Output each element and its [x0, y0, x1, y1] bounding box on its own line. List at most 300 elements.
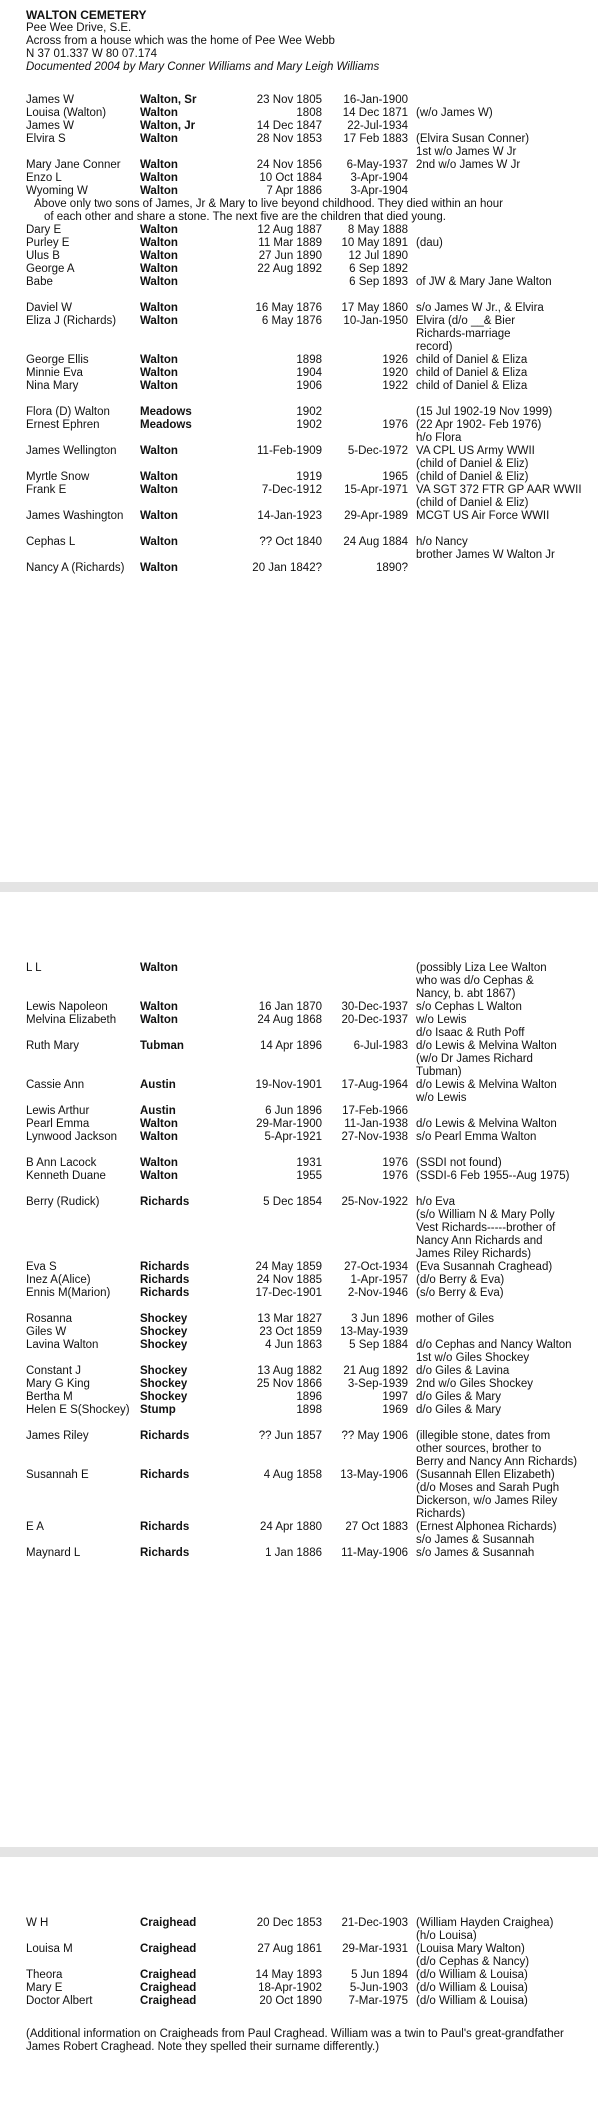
first-name-cell: Mary Jane Conner: [26, 159, 121, 171]
notes-line: of JW & Mary Jane Walton: [416, 276, 552, 288]
surname-cell: Walton: [140, 1157, 178, 1169]
burial-row: [26, 1079, 592, 1105]
death-date-cell: 6 Sep 1893: [349, 276, 408, 288]
birth-date-cell: 1808: [296, 107, 322, 119]
notes-line: record): [416, 341, 453, 353]
birth-date-cell: 4 Jun 1863: [265, 1339, 322, 1351]
burial-row: [26, 367, 592, 380]
surname-cell: Craighead: [140, 1982, 197, 1994]
notes-line: (d/o William & Louisa): [416, 1969, 528, 1981]
notes-line: child of Daniel & Eliza: [416, 367, 528, 379]
first-name-cell: L L: [26, 962, 42, 974]
notes-line: h/o Eva: [416, 1196, 455, 1208]
surname-cell: Walton: [140, 107, 178, 119]
surname-cell: Walton: [140, 354, 178, 366]
notes-line: (Louisa Mary Walton): [416, 1943, 525, 1955]
death-date-cell: 5 Jun 1894: [351, 1969, 408, 1981]
notes-cell: [408, 419, 586, 445]
cemetery-title: WALTON CEMETERY: [26, 8, 147, 22]
surname-cell: Walton: [140, 302, 178, 314]
first-name-cell: James Riley: [26, 1430, 89, 1442]
surname-cell: Richards: [140, 1547, 190, 1559]
birth-date-cell: 13 Aug 1882: [257, 1365, 322, 1377]
birth-date-cell: 10 Oct 1884: [259, 172, 322, 184]
notes-line: James Riley Richards): [416, 1248, 532, 1260]
first-name-cell: Kenneth Duane: [26, 1170, 106, 1182]
surname-cell: Walton: [140, 237, 178, 249]
notes-cell: [408, 1196, 586, 1261]
death-date-cell: 27-Nov-1938: [341, 1131, 408, 1143]
notes-line: (dau): [416, 237, 443, 249]
burial-row: [26, 120, 592, 133]
surname-cell: Walton: [140, 380, 178, 392]
notes-cell: [408, 107, 586, 120]
notes-line: (SSDI not found): [416, 1157, 502, 1169]
death-date-cell: 22-Jul-1934: [347, 120, 408, 132]
birth-date-cell: 1902: [296, 406, 322, 418]
birth-date-cell: 12 Aug 1887: [257, 224, 322, 236]
notes-line: w/o Lewis: [416, 1092, 467, 1104]
death-date-cell: 3-Apr-1904: [350, 185, 408, 197]
burial-row: [26, 536, 592, 562]
burial-row: [26, 1326, 592, 1339]
first-name-cell: Louisa M: [26, 1943, 73, 1955]
birth-date-cell: 1931: [296, 1157, 322, 1169]
birth-date-cell: 1898: [296, 1404, 322, 1416]
notes-cell: [408, 484, 586, 510]
notes-line: (Ernest Alphonea Richards): [416, 1521, 557, 1533]
notes-cell: [408, 133, 586, 159]
surname-cell: Austin: [140, 1105, 176, 1117]
notes-line: h/o Flora: [416, 432, 462, 444]
death-date-cell: 3-Sep-1939: [347, 1378, 408, 1390]
first-name-cell: Dary E: [26, 224, 62, 236]
surname-cell: Craighead: [140, 1917, 197, 1929]
birth-date-cell: 24 Aug 1868: [257, 1014, 322, 1026]
first-name-cell: B Ann Lacock: [26, 1157, 97, 1169]
death-date-cell: 6-May-1937: [346, 159, 408, 171]
notes-cell: [408, 1131, 586, 1144]
death-date-cell: 17 Feb 1883: [343, 133, 408, 145]
birth-date-cell: 17-Dec-1901: [255, 1287, 322, 1299]
first-name-cell: Babe: [26, 276, 53, 288]
burial-table: [26, 1917, 592, 2008]
death-date-cell: 5-Jun-1903: [349, 1982, 408, 1994]
notes-line: Vest Richards-----brother of: [416, 1222, 556, 1234]
death-date-cell: 3-Apr-1904: [350, 172, 408, 184]
notes-cell: [408, 1995, 586, 2008]
first-name-cell: Lewis Arthur: [26, 1105, 90, 1117]
death-date-cell: 1890?: [376, 562, 408, 574]
burial-row: [26, 562, 592, 575]
notes-cell: [408, 367, 586, 380]
notes-cell: [408, 406, 586, 419]
surname-cell: Shockey: [140, 1313, 188, 1325]
notes-line: brother James W Walton Jr: [416, 549, 555, 561]
page-separator: [0, 1847, 598, 1857]
burial-row: [26, 484, 592, 510]
notes-line: 1st w/o Giles Shockey: [416, 1352, 530, 1364]
death-date-cell: 15-Apr-1971: [344, 484, 408, 496]
notes-cell: [408, 1917, 586, 1943]
death-date-cell: 1969: [382, 1404, 408, 1416]
first-name-cell: Elvira S: [26, 133, 66, 145]
first-name-cell: Flora (D) Walton: [26, 406, 110, 418]
birth-date-cell: 20 Jan 1842?: [252, 562, 322, 574]
burial-row: [26, 185, 592, 198]
notes-line: (illegible stone, dates from: [416, 1430, 551, 1442]
burial-row: [26, 471, 592, 484]
birth-date-cell: 1906: [296, 380, 322, 392]
death-date-cell: 21 Aug 1892: [343, 1365, 408, 1377]
notes-line: (h/o Louisa): [416, 1930, 477, 1942]
notes-line: (s/o Berry & Eva): [416, 1287, 504, 1299]
burial-row: [26, 107, 592, 120]
death-date-cell: 14 Dec 1871: [342, 107, 408, 119]
birth-date-cell: 20 Oct 1890: [259, 1995, 322, 2007]
notes-cell: [408, 237, 586, 250]
notes-line: (d/o William & Louisa): [416, 1995, 528, 2007]
death-date-cell: 20-Dec-1937: [341, 1014, 408, 1026]
burial-row: [26, 1040, 592, 1079]
burial-row: [26, 263, 592, 276]
birth-date-cell: 14-Jan-1923: [257, 510, 322, 522]
notes-cell: [408, 276, 586, 289]
burial-row: [26, 510, 592, 523]
surname-cell: Richards: [140, 1287, 190, 1299]
surname-cell: Meadows: [140, 419, 192, 431]
death-date-cell: 7-Mar-1975: [348, 1995, 408, 2007]
notes-line: (d/o William & Louisa): [416, 1982, 528, 1994]
notes-line: (w/o James W): [416, 107, 493, 119]
birth-date-cell: 24 Nov 1885: [256, 1274, 322, 1286]
notes-line: (s/o William N & Mary Polly: [416, 1209, 555, 1221]
surname-cell: Richards: [140, 1469, 190, 1481]
burial-row: [26, 302, 592, 315]
burial-row: [26, 1261, 592, 1274]
note-paragraph-line: of each other and share a stone. The next five are the children that died young.: [44, 211, 446, 223]
document-page-1: [0, 0, 598, 882]
birth-date-cell: 25 Nov 1866: [256, 1378, 322, 1390]
first-name-cell: W H: [26, 1917, 49, 1929]
surname-cell: Walton: [140, 445, 178, 457]
birth-date-cell: 14 May 1893: [255, 1969, 322, 1981]
notes-line: d/o Lewis & Melvina Walton: [416, 1118, 557, 1130]
notes-line: s/o James W Jr., & Elvira: [416, 302, 544, 314]
notes-line: (child of Daniel & Eliz): [416, 471, 529, 483]
surname-cell: Shockey: [140, 1339, 188, 1351]
death-date-cell: 1920: [382, 367, 408, 379]
death-date-cell: 17-Feb-1966: [342, 1105, 408, 1117]
notes-line: s/o James & Susannah: [416, 1547, 535, 1559]
death-date-cell: 17 May 1860: [341, 302, 408, 314]
burial-table: [26, 962, 592, 1560]
notes-cell: [408, 445, 586, 471]
surname-cell: Walton: [140, 962, 178, 974]
notes-cell: [408, 1339, 586, 1365]
birth-date-cell: 5-Apr-1921: [264, 1131, 322, 1143]
notes-line: 1st w/o James W Jr: [416, 146, 517, 158]
first-name-cell: James W: [26, 120, 74, 132]
notes-line: (22 Apr 1902- Feb 1976): [416, 419, 542, 431]
first-name-cell: Nina Mary: [26, 380, 79, 392]
first-name-cell: Cassie Ann: [26, 1079, 85, 1091]
notes-line: (William Hayden Craighea): [416, 1917, 554, 1929]
first-name-cell: Louisa (Walton): [26, 107, 107, 119]
birth-date-cell: 19-Nov-1901: [255, 1079, 322, 1091]
surname-cell: Walton: [140, 263, 178, 275]
notes-cell: [408, 1001, 586, 1014]
first-name-cell: Doctor Albert: [26, 1995, 93, 2007]
death-date-cell: 29-Apr-1989: [344, 510, 408, 522]
notes-line: d/o Giles & Mary: [416, 1391, 501, 1403]
notes-cell: [408, 1014, 586, 1040]
surname-cell: Walton: [140, 1001, 178, 1013]
birth-date-cell: ?? Jun 1857: [258, 1430, 322, 1442]
first-name-cell: Minnie Eva: [26, 367, 83, 379]
first-name-cell: Wyoming W: [26, 185, 88, 197]
notes-line: (possibly Liza Lee Walton: [416, 962, 547, 974]
burial-row: [26, 1339, 592, 1365]
surname-cell: Walton: [140, 510, 178, 522]
burial-row: [26, 962, 592, 1001]
death-date-cell: 13-May-1939: [340, 1326, 408, 1338]
notes-line: d/o Isaac & Ruth Poff: [416, 1027, 525, 1039]
first-name-cell: Nancy A (Richards): [26, 562, 125, 574]
surname-cell: Shockey: [140, 1378, 188, 1390]
group-spacer: [26, 1183, 592, 1196]
notes-cell: [408, 159, 586, 172]
notes-line: Dickerson, w/o James Riley: [416, 1495, 558, 1507]
first-name-cell: Inez A(Alice): [26, 1274, 91, 1286]
death-date-cell: 6 Sep 1892: [349, 263, 408, 275]
notes-line: (d/o Berry & Eva): [416, 1274, 505, 1286]
death-date-cell: 11-May-1906: [341, 1547, 408, 1559]
first-name-cell: Berry (Rudick): [26, 1196, 100, 1208]
surname-cell: Walton: [140, 1118, 178, 1130]
birth-date-cell: 4 Aug 1858: [263, 1469, 322, 1481]
surname-cell: Richards: [140, 1430, 190, 1442]
burial-table: [26, 94, 592, 575]
notes-line: (Elvira Susan Conner): [416, 133, 530, 145]
burial-row: [26, 172, 592, 185]
death-date-cell: 25-Nov-1922: [341, 1196, 408, 1208]
death-date-cell: 1976: [382, 419, 408, 431]
notes-line: Nancy, b. abt 1867): [416, 988, 516, 1000]
burial-row: [26, 1118, 592, 1131]
first-name-cell: Ruth Mary: [26, 1040, 80, 1052]
notes-line: d/o Lewis & Melvina Walton: [416, 1040, 557, 1052]
notes-cell: [408, 1969, 586, 1982]
death-date-cell: 1-Apr-1957: [350, 1274, 408, 1286]
burial-row: [26, 1014, 592, 1040]
closing-note: (Additional information on Craigheads from Paul Craghead. William was a twin to Paul's great-grandfather James Robert Craghead. Note they spelled their surname differently.): [26, 2028, 564, 2053]
notes-line: Richards): [416, 1508, 466, 1520]
death-date-cell: 17-Aug-1964: [341, 1079, 408, 1091]
birth-date-cell: 24 Apr 1880: [259, 1521, 322, 1533]
death-date-cell: 30-Dec-1937: [341, 1001, 408, 1013]
documented-by-line: Documented 2004 by Mary Conner Williams and Mary Leigh Williams: [26, 61, 380, 73]
notes-line: who was d/o Cephas &: [416, 975, 534, 987]
birth-date-cell: 28 Nov 1853: [256, 133, 322, 145]
surname-cell: Walton: [140, 276, 178, 288]
document-page-3: [0, 1857, 598, 2112]
surname-cell: Craighead: [140, 1969, 197, 1981]
first-name-cell: Eliza J (Richards): [26, 315, 117, 327]
page-separator: [0, 882, 598, 892]
group-spacer: [26, 523, 592, 536]
burial-row: [26, 1521, 592, 1547]
death-date-cell: 1976: [382, 1157, 408, 1169]
notes-line: s/o Pearl Emma Walton: [416, 1131, 537, 1143]
notes-line: d/o Giles & Lavina: [416, 1365, 510, 1377]
group-spacer: [26, 393, 592, 406]
first-name-cell: Mary G King: [26, 1378, 90, 1390]
burial-row: [26, 1391, 592, 1404]
group-spacer: [26, 1144, 592, 1157]
first-name-cell: Maynard L: [26, 1547, 81, 1559]
first-name-cell: Theora: [26, 1969, 63, 1981]
notes-line: (SSDI-6 Feb 1955--Aug 1975): [416, 1170, 570, 1182]
burial-row: [26, 276, 592, 289]
notes-line: (child of Daniel & Eliz): [416, 458, 529, 470]
burial-row: [26, 354, 592, 367]
birth-date-cell: 20 Dec 1853: [256, 1917, 322, 1929]
notes-cell: [408, 1261, 586, 1274]
burial-row: [26, 1995, 592, 2008]
notes-line: mother of Giles: [416, 1313, 494, 1325]
first-name-cell: E A: [26, 1521, 44, 1533]
birth-date-cell: 14 Apr 1896: [259, 1040, 322, 1052]
notes-cell: [408, 471, 586, 484]
burial-row: [26, 159, 592, 172]
death-date-cell: 21-Dec-1903: [341, 1917, 408, 1929]
first-name-cell: Daviel W: [26, 302, 73, 314]
death-date-cell: 13-May-1906: [340, 1469, 408, 1481]
birth-date-cell: 7 Apr 1886: [266, 185, 322, 197]
birth-date-cell: 23 Nov 1805: [256, 94, 322, 106]
note-paragraph: [26, 198, 566, 224]
document-page-2: [0, 892, 598, 1847]
birth-date-cell: 5 Dec 1854: [263, 1196, 322, 1208]
notes-line: d/o Giles & Mary: [416, 1404, 501, 1416]
notes-cell: [408, 962, 586, 1001]
first-name-cell: Constant J: [26, 1365, 81, 1377]
death-date-cell: 10 May 1891: [341, 237, 408, 249]
first-name-cell: Giles W: [26, 1326, 67, 1338]
notes-line: s/o Cephas L Walton: [416, 1001, 522, 1013]
first-name-cell: Bertha M: [26, 1391, 73, 1403]
notes-line: (w/o Dr James Richard: [416, 1053, 533, 1065]
first-name-cell: Pearl Emma: [26, 1118, 90, 1130]
burial-row: [26, 419, 592, 445]
birth-date-cell: 6 May 1876: [261, 315, 322, 327]
notes-cell: [408, 1170, 586, 1183]
birth-date-cell: 7-Dec-1912: [261, 484, 322, 496]
death-date-cell: 27-Oct-1934: [344, 1261, 408, 1273]
burial-row: [26, 1469, 592, 1521]
death-date-cell: 16-Jan-1900: [343, 94, 408, 106]
notes-cell: [408, 1313, 586, 1326]
birth-date-cell: ?? Oct 1840: [259, 536, 322, 548]
death-date-cell: 1926: [382, 354, 408, 366]
burial-row: [26, 250, 592, 263]
burial-row: [26, 1547, 592, 1560]
birth-date-cell: 22 Aug 1892: [257, 263, 322, 275]
first-name-cell: Frank E: [26, 484, 67, 496]
notes-line: d/o Lewis & Melvina Walton: [416, 1079, 557, 1091]
birth-date-cell: 1904: [296, 367, 322, 379]
surname-cell: Walton: [140, 1131, 178, 1143]
notes-cell: [408, 302, 586, 315]
burial-row: [26, 1917, 592, 1943]
burial-row: [26, 1170, 592, 1183]
notes-line: Elvira (d/o __& Bier: [416, 315, 516, 327]
first-name-cell: Eva S: [26, 1261, 57, 1273]
surname-cell: Shockey: [140, 1391, 188, 1403]
death-date-cell: 1976: [382, 1170, 408, 1182]
first-name-cell: James Wellington: [26, 445, 117, 457]
death-date-cell: 2-Nov-1946: [347, 1287, 408, 1299]
surname-cell: Walton: [140, 562, 178, 574]
birth-date-cell: 11-Feb-1909: [257, 445, 322, 457]
birth-date-cell: 24 Nov 1856: [256, 159, 322, 171]
first-name-cell: Mary E: [26, 1982, 63, 1994]
birth-date-cell: 1919: [296, 471, 322, 483]
death-date-cell: 27 Oct 1883: [345, 1521, 408, 1533]
death-date-cell: 10-Jan-1950: [343, 315, 408, 327]
burial-row: [26, 1943, 592, 1969]
burial-row: [26, 1001, 592, 1014]
birth-date-cell: 1 Jan 1886: [265, 1547, 322, 1559]
first-name-cell: Ulus B: [26, 250, 60, 262]
death-date-cell: 29-Mar-1931: [342, 1943, 408, 1955]
surname-cell: Shockey: [140, 1365, 188, 1377]
notes-cell: [408, 1943, 586, 1969]
death-date-cell: 24 Aug 1884: [343, 536, 408, 548]
surname-cell: Walton: [140, 536, 178, 548]
burial-row: [26, 1365, 592, 1378]
group-spacer: [26, 1300, 592, 1313]
surname-cell: Shockey: [140, 1326, 188, 1338]
notes-line: VA CPL US Army WWII: [416, 445, 535, 457]
notes-cell: [408, 1391, 586, 1404]
death-date-cell: 5 Sep 1884: [349, 1339, 408, 1351]
burial-row: [26, 315, 592, 354]
surname-cell: Walton: [140, 172, 178, 184]
notes-cell: [408, 1404, 586, 1417]
birth-date-cell: 6 Jun 1896: [265, 1105, 322, 1117]
birth-date-cell: 16 Jan 1870: [258, 1001, 322, 1013]
surname-cell: Stump: [140, 1404, 176, 1416]
burial-row: [26, 224, 592, 237]
burial-row: [26, 1196, 592, 1261]
notes-cell: [408, 354, 586, 367]
notes-cell: [408, 1521, 586, 1547]
death-date-cell: 1965: [382, 471, 408, 483]
death-date-cell: 6-Jul-1983: [353, 1040, 408, 1052]
death-date-cell: 5-Dec-1972: [347, 445, 408, 457]
first-name-cell: Purley E: [26, 237, 70, 249]
note-paragraph-line: Above only two sons of James, Jr & Mary to live beyond childhood. They died within an hour: [34, 198, 503, 210]
notes-line: (Eva Susannah Craghead): [416, 1261, 553, 1273]
notes-cell: [408, 315, 586, 354]
notes-line: MCGT US Air Force WWII: [416, 510, 550, 522]
surname-cell: Walton, Jr: [140, 120, 196, 132]
notes-line: d/o Cephas and Nancy Walton: [416, 1339, 572, 1351]
notes-line: (d/o Cephas & Nancy): [416, 1956, 530, 1968]
notes-line: 2nd w/o Giles Shockey: [416, 1378, 533, 1390]
